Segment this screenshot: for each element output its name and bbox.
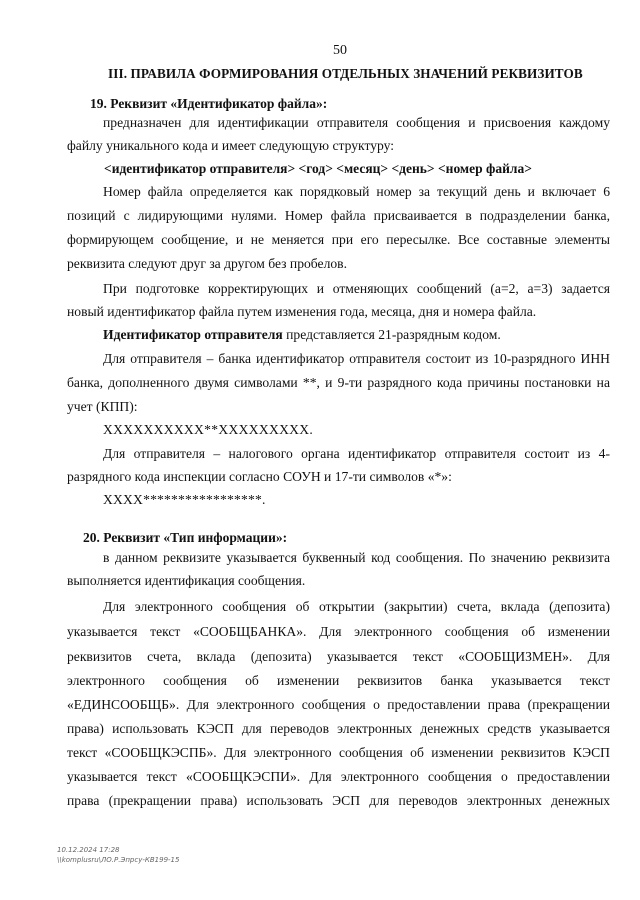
item-20-p2-line: права (прекращении права) использовать ЭСП для переводов электронных денежных: [67, 793, 610, 808]
item-20-p2-line: Для электронного сообщения об открытии (закрытии) счета, вклада (депозита): [103, 599, 610, 614]
item-20-p2-line: указывается текст «СООБЩКЭСПИ». Для электронного сообщения о предоставлении: [67, 769, 610, 784]
item-20-p2-line: «ЕДИНСООБЩБ». Для электронного сообщения о предоставлении права (прекращении: [67, 697, 610, 712]
page-number: 50: [333, 43, 347, 58]
item-19-title: 19. Реквизит «Идентификатор файла»:: [90, 96, 328, 111]
item-19-p1-line: реквизита следуют друг за другом без пробелов.: [67, 256, 347, 271]
item-20-p2-line: права) использовать КЭСП для переводов электронных денежных средств указывается: [67, 721, 610, 736]
item-19-p1-line: Номер файла определяется как порядковый номер за текущий день и включает 6: [103, 184, 610, 199]
item-19-p2-line: При подготовке корректирующих и отменяющих сообщений (a=2, a=3) задается: [103, 281, 610, 296]
item-19-intro-line: предназначен для идентификации отправителя сообщения и присвоения каждому: [103, 115, 610, 130]
item-19-p4-line: банка, дополненного двумя символами **, и 9-ти разрядного кода причины постановки на: [67, 375, 610, 390]
item-20-p1-line: выполняется идентификация сообщения.: [67, 573, 306, 588]
item-19-intro-line: файлу уникального кода и имеет следующую структуру:: [67, 138, 395, 153]
item-20-p2-line: электронного сообщения об изменении реквизитов банка указывается текст: [67, 673, 610, 688]
item-20-p2-line: реквизитов счета, вклада (депозита) указывается текст «СООБЩИЗМЕН». Для: [67, 649, 610, 664]
sender-id-term: Идентификатор отправителя: [103, 327, 283, 342]
item-19-p2-line: новый идентификатор файла путем изменения года, месяца, дня и номера файла.: [67, 304, 537, 319]
item-20-p1-line: в данном реквизите указывается буквенный код сообщения. По значению реквизита: [103, 550, 610, 565]
item-20-p2-line: указывается текст «СООБЩБАНКА». Для электронного сообщения об изменении: [67, 624, 610, 639]
item-19-p5-line: разрядного кода инспекции согласно СОУН и 17-ти символов «*»:: [67, 469, 452, 484]
item-19-p5-line: Для отправителя – налогового органа идентификатор отправителя состоит из 4-: [103, 446, 610, 461]
item-19-p1-line: формирующем сообщение, и не меняется при его пересылке. Все составные элементы: [67, 232, 610, 247]
item-19-p3: [103, 327, 501, 343]
print-timestamp: 10.12.2024 17:28: [57, 846, 120, 854]
item-19-p4-line: Для отправителя – банка идентификатор отправителя состоит из 10-разрядного ИНН: [103, 351, 610, 366]
section-heading: III. ПРАВИЛА ФОРМИРОВАНИЯ ОТДЕЛЬНЫХ ЗНАЧЕНИЙ РЕКВИЗИТОВ: [108, 66, 583, 81]
item-19-p4-line: учет (КПП):: [67, 399, 138, 414]
item-20-title: 20. Реквизит «Тип информации»:: [83, 530, 288, 545]
bank-sender-pattern: XXXXXXXXXX**XXXXXXXXX.: [103, 422, 314, 437]
tax-sender-pattern: XXXX*****************.: [103, 492, 266, 507]
file-id-structure: <идентификатор отправителя> <год> <месяц> <день> <номер файла>: [104, 161, 532, 176]
item-19-p1-line: позиций с лидирующими нулями. Номер файла присваивается в подразделении банка,: [67, 208, 610, 223]
item-20-p2-line: текст «СООБЩКЭСПБ». Для электронного сообщения об изменении реквизитов КЭСП: [67, 745, 610, 760]
sender-id-desc: представляется 21-разрядным кодом.: [282, 327, 501, 342]
file-path-stamp: \\komplusru\ЛО.Р.Эпрсу-КВ199-15: [57, 856, 180, 864]
